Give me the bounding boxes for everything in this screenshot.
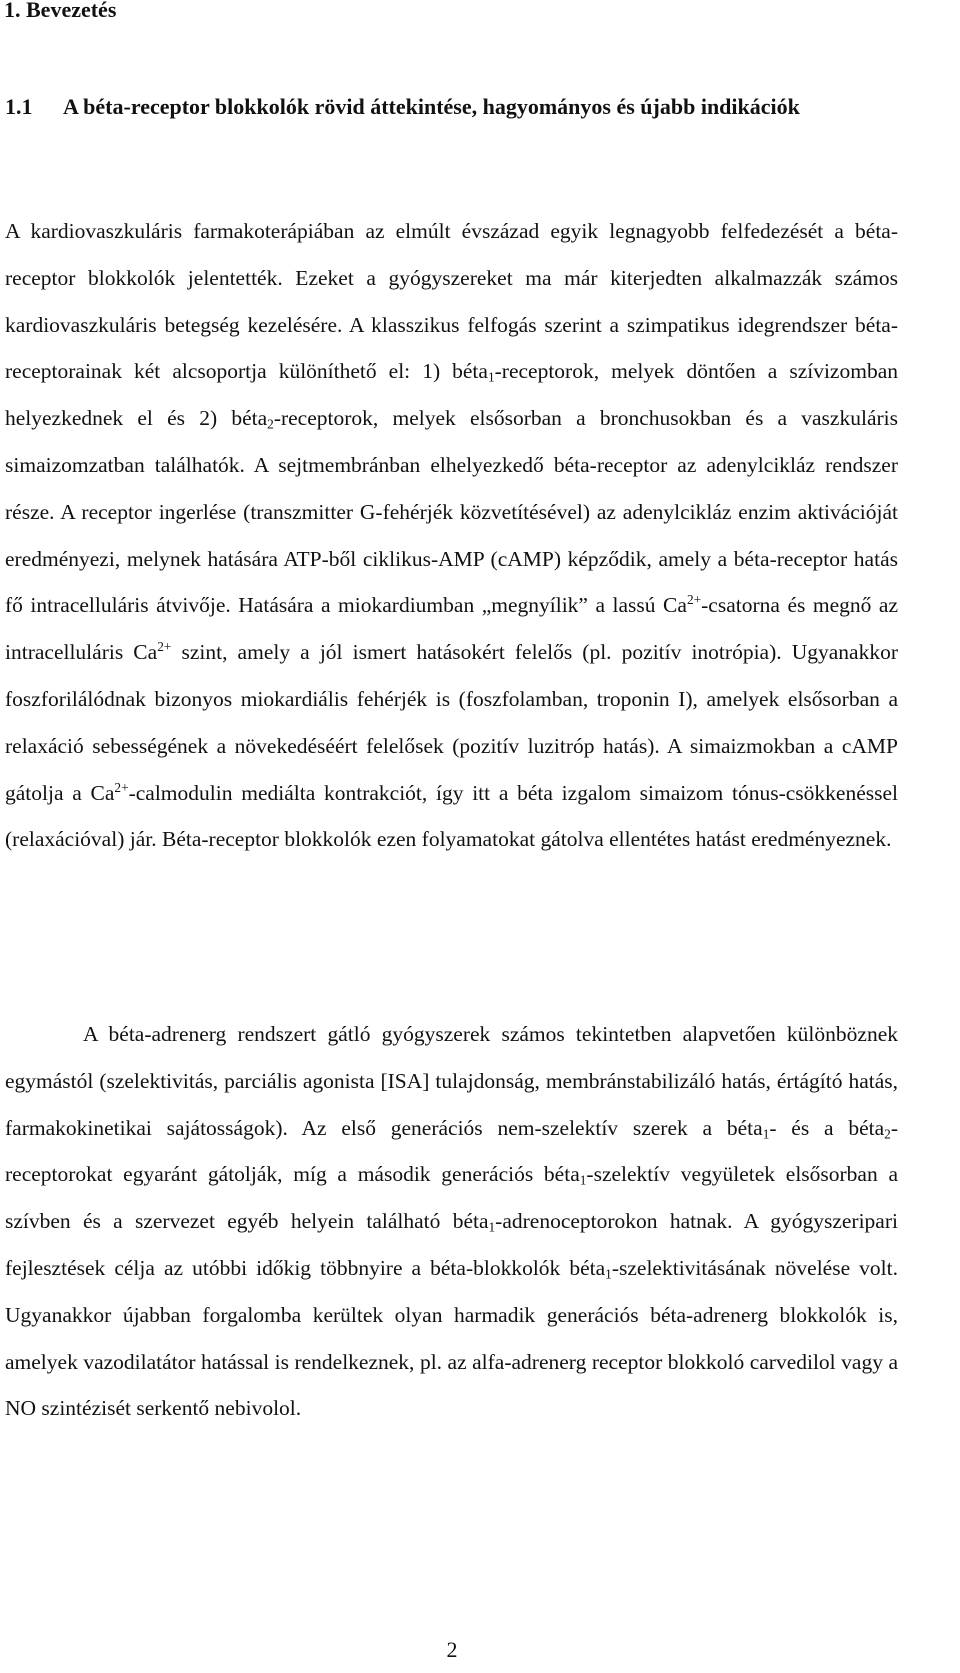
superscript: 2+ [686,592,702,608]
paragraph-2-text: A béta-adrenerg rendszert gátló gyógyszerek számos tekintetben alapvetően különböznek egymástól (szelektivitás, parciális agonista [ISA] tulajdonság, membránstabilizáló hatás, értágító hatás, farmakokinetikai sajátosságok). Az első generációs nem-szelektív szerek a béta [5,1022,898,1140]
paragraph-1-text: szint, amely a jól ismert hatásokért felelős (pl. pozitív inotrópia). Ugyanakkor foszforilálódnak bizonyos miokardiális fehérjék is (foszfolamban, troponin I), amelyek elsősorban a relaxáció sebességének a növekedéséért felelősek (pozitív luzitróp hatás). A simaizmokban a cAMP gátolja a Ca [5,640,898,805]
paragraph-1-text: -receptorok, melyek elsősorban a bronchusokban és a vaszkuláris simaizomzatban találhatók. A sejtmembránban elhelyezkedő béta-receptor az adenylcikláz rendszer része. A receptor ingerlése (transzmitter G-fehérjék közvetítésével) az adenylcikláz enzim aktivációját eredményezi, melynek hatására ATP-ből ciklikus-AMP (cAMP) képződik, amely a béta-receptor hatás fő intracelluláris átvivője. Hatására a miokardiumban „megnyílik” a lassú Ca [5,406,898,618]
paragraph-1 [5,208,898,863]
subscript: 2 [267,416,274,432]
page-number: 2 [446,1637,458,1662]
paragraph-1-text: A kardiovaszkuláris farmakoterápiában az elmúlt évszázad egyik legnagyobb felfedezését a béta-receptor blokkolók jelentették. Ezeket a gyógyszereket ma már kiterjedten alkalmazzák számos kardiovaszkuláris betegség kezelésére. A klasszikus felfogás szerint a szimpatikus idegrendszer béta-receptorainak két alcsoportja különíthető el: 1) béta [5,219,898,384]
superscript: 2+ [114,779,129,795]
paragraph-1-text: -receptorok, melyek döntően a szívizomban helyezkednek el és 2) béta [5,359,898,431]
subscript: 1 [605,1266,612,1282]
section-number: 1.1 [5,94,33,119]
section-heading [5,83,898,130]
subscript: 1 [488,1219,496,1235]
paragraph-1-text: -calmodulin mediálta kontrakciót, így itt a béta izgalom simaizom tónus-csökkenéssel (relaxációval) jár. Béta-receptor blokkolók ezen folyamatokat gátolva ellentétes hatást eredményeznek. [5,780,898,852]
subscript: 2 [884,1126,891,1142]
paragraph-2-text: -receptorokat egyaránt gátolják, míg a második generációs béta [5,1115,898,1187]
subscript: 1 [579,1173,587,1189]
paragraph-2 [5,1011,898,1432]
section-title: A béta-receptor blokkolók rövid áttekintése, hagyományos és újabb indikációk [63,94,800,119]
subscript: 1 [762,1126,770,1142]
paragraph-1-text: -csatorna és megnő az intracelluláris Ca [5,593,898,665]
paragraph-2-text: -adrenoceptorokon hatnak. A gyógyszeripari fejlesztések célja az utóbbi időkig többnyire a béta-blokkolók béta [5,1209,898,1280]
paragraph-2-text: - és a béta [769,1115,885,1140]
chapter-heading: 1. Bevezetés [4,0,117,22]
paragraph-2-text: -szelektív vegyületek elsősorban a szívben és a szervezet egyéb helyein található béta [5,1162,898,1234]
subscript: 1 [487,370,495,386]
superscript: 2+ [157,638,172,654]
paragraph-2-text: -szelektivitásának növelése volt. Ugyanakkor újabban forgalomba kerültek olyan harmadik generációs béta-adrenerg blokkolók is, amelyek vazodilatátor hatással is rendelkeznek, pl. az alfa-adrenerg receptor blokkoló carvedilol vagy a NO szintézisét serkentő nebivolol. [5,1255,899,1421]
